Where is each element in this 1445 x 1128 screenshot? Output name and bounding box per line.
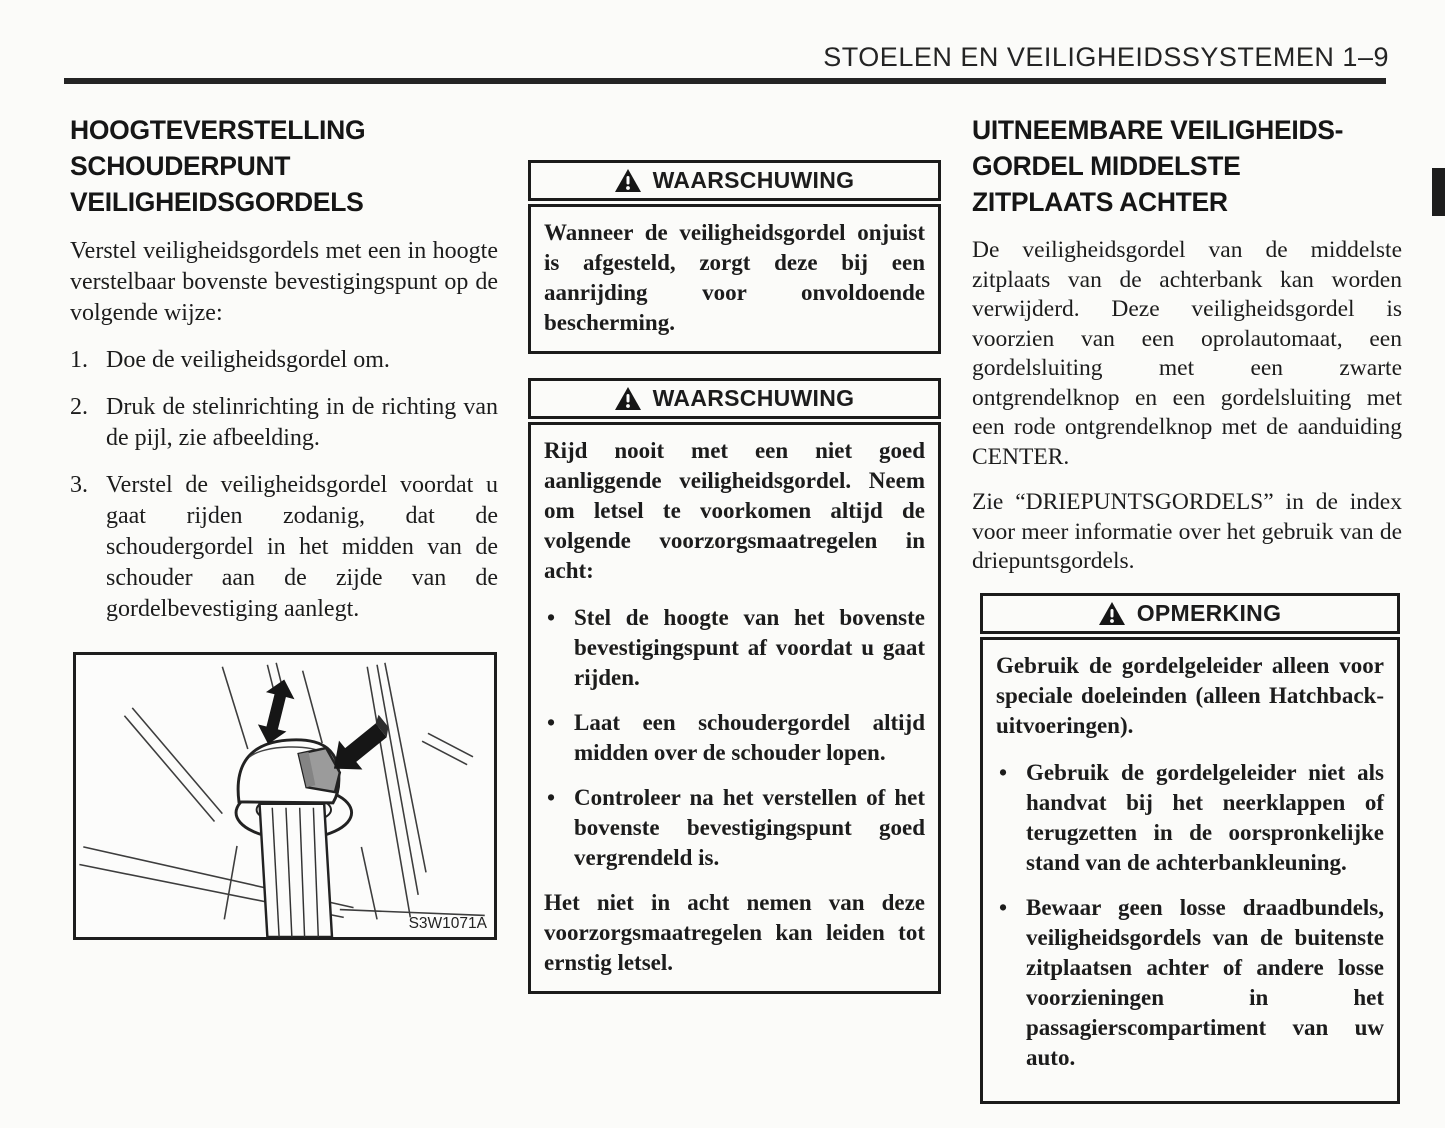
warning-bullet — [544, 708, 925, 768]
warning-triangle-icon — [615, 387, 641, 410]
warning-body — [528, 204, 941, 354]
note-box — [980, 593, 1400, 1104]
section-heading-hoogteverstelling — [70, 112, 498, 220]
left-column — [70, 112, 498, 641]
warning-box-1 — [528, 160, 941, 354]
seatbelt-adjuster-figure — [73, 652, 497, 940]
note-bullet — [996, 758, 1384, 878]
step-number: 3. — [70, 472, 88, 498]
warning-title: WAARSCHUWING — [652, 167, 855, 193]
heading-line: VEILIGHEIDSGORDELS — [70, 187, 364, 217]
step-text: Verstel de veiligheidsgordel voordat u gaat rijden zodanig, dat de schoudergordel in het midden van de schouder aan de zijde van de gordelbevestiging aanlegt. — [106, 472, 498, 622]
warning-outro: Het niet in acht nemen van deze voorzorgsmaatregelen kan leiden tot ernstig letsel. — [544, 890, 925, 975]
bullet-glyph: • — [999, 894, 1008, 920]
warning-header — [528, 160, 941, 201]
bullet-text: Laat een schoudergordel altijd midden over de schouder lopen. — [574, 710, 925, 765]
bullet-glyph: • — [547, 605, 556, 630]
figure-code-label: S3W1071A — [408, 915, 487, 932]
heading-line: ZITPLAATS ACHTER — [972, 187, 1228, 217]
heading-line: SCHOUDERPUNT — [70, 151, 291, 181]
bullet-glyph: • — [547, 785, 556, 810]
warning-bullet — [544, 603, 925, 693]
warning-header — [528, 378, 941, 419]
up-down-arrow-icon — [254, 676, 299, 748]
warning-text: Wanneer de veiligheidsgordel onjuist is afgesteld, zorgt deze bij een aanrijding voor onvoldoende bescherming. — [544, 220, 925, 335]
note-header — [980, 593, 1400, 634]
bullet-text: Bewaar geen losse draadbundels, veiligheidsgordels van de buitenste zitplaatsen achter of andere losse voorzieningen in het passagierscompartiment van uw auto. — [1026, 894, 1384, 1070]
bullet-text: Stel de hoogte van het bovenste bevestigingspunt af voordat u gaat rijden. — [574, 605, 925, 690]
section-heading-uitneembare-gordel — [972, 112, 1402, 220]
step-number: 1. — [70, 347, 88, 373]
warning-title: WAARSCHUWING — [652, 385, 855, 411]
step-text: Doe de veiligheidsgordel om. — [106, 347, 390, 373]
bullet-glyph: • — [547, 710, 556, 735]
bullet-text: Controleer na het verstellen of het bovenste bevestigingspunt goed vergrendeld is. — [574, 785, 925, 870]
heading-line: GORDEL MIDDELSTE — [972, 151, 1241, 181]
step-item — [70, 470, 498, 625]
bullet-text: Gebruik de gordelgeleider niet als handvat bij het neerklappen of terugzetten in de oorspronkelijke stand van de achterbankleuning. — [1026, 759, 1384, 875]
header-rule — [64, 78, 1386, 84]
note-intro: Gebruik de gordelgeleider alleen voor speciale doeleinden (alleen Hatchback-uitvoeringen). — [996, 652, 1384, 738]
page-edge-tab — [1432, 168, 1445, 216]
seatbelt-adjuster-illustration — [76, 655, 494, 937]
step-text: Druk de stelinrichting in de richting van de pijl, zie afbeelding. — [106, 394, 498, 451]
warning-box-2 — [528, 378, 941, 994]
warning-bullet — [544, 783, 925, 873]
warning-body — [528, 422, 941, 994]
heading-line: UITNEEMBARE VEILIGHEIDS- — [972, 115, 1344, 145]
step-number: 2. — [70, 394, 88, 420]
body-paragraph: De veiligheidsgordel van de middelste zitplaats van de achterbank kan worden verwijderd. Deze veiligheidsgordel is voorzien van een oprolautomaat, een gordelsluiting met een zwarte ontgrendelknop en een gordelsluiting met een rode ontgrendelknop met de aanduiding CENTER. — [972, 237, 1402, 470]
page-title: STOELEN EN VEILIGHEIDSSYSTEMEN 1–9 — [823, 42, 1389, 72]
heading-line: HOOGTEVERSTELLING — [70, 115, 366, 145]
note-bullet — [996, 893, 1384, 1073]
intro-paragraph: Verstel veiligheidsgordels met een in hoogte verstelbaar bovenste bevestigingspunt op de volgende wijze: — [70, 238, 498, 326]
note-title: OPMERKING — [1136, 599, 1282, 626]
right-column — [972, 112, 1402, 1128]
step-item — [70, 345, 498, 376]
note-body — [980, 637, 1400, 1104]
warning-triangle-icon — [615, 169, 641, 192]
warning-intro: Rijd nooit met een niet goed aanliggende veiligheidsgordel. Neem om letsel te voorkomen altijd de volgende voorzorgsmaatregelen in acht: — [544, 438, 925, 583]
warning-triangle-icon — [1099, 602, 1125, 625]
bullet-glyph: • — [999, 759, 1008, 785]
middle-column — [528, 160, 941, 1018]
step-item — [70, 392, 498, 454]
body-paragraph: Zie “DRIEPUNTSGORDELS” in de index voor meer informatie over het gebruik van de driepuntsgordels. — [972, 489, 1402, 574]
